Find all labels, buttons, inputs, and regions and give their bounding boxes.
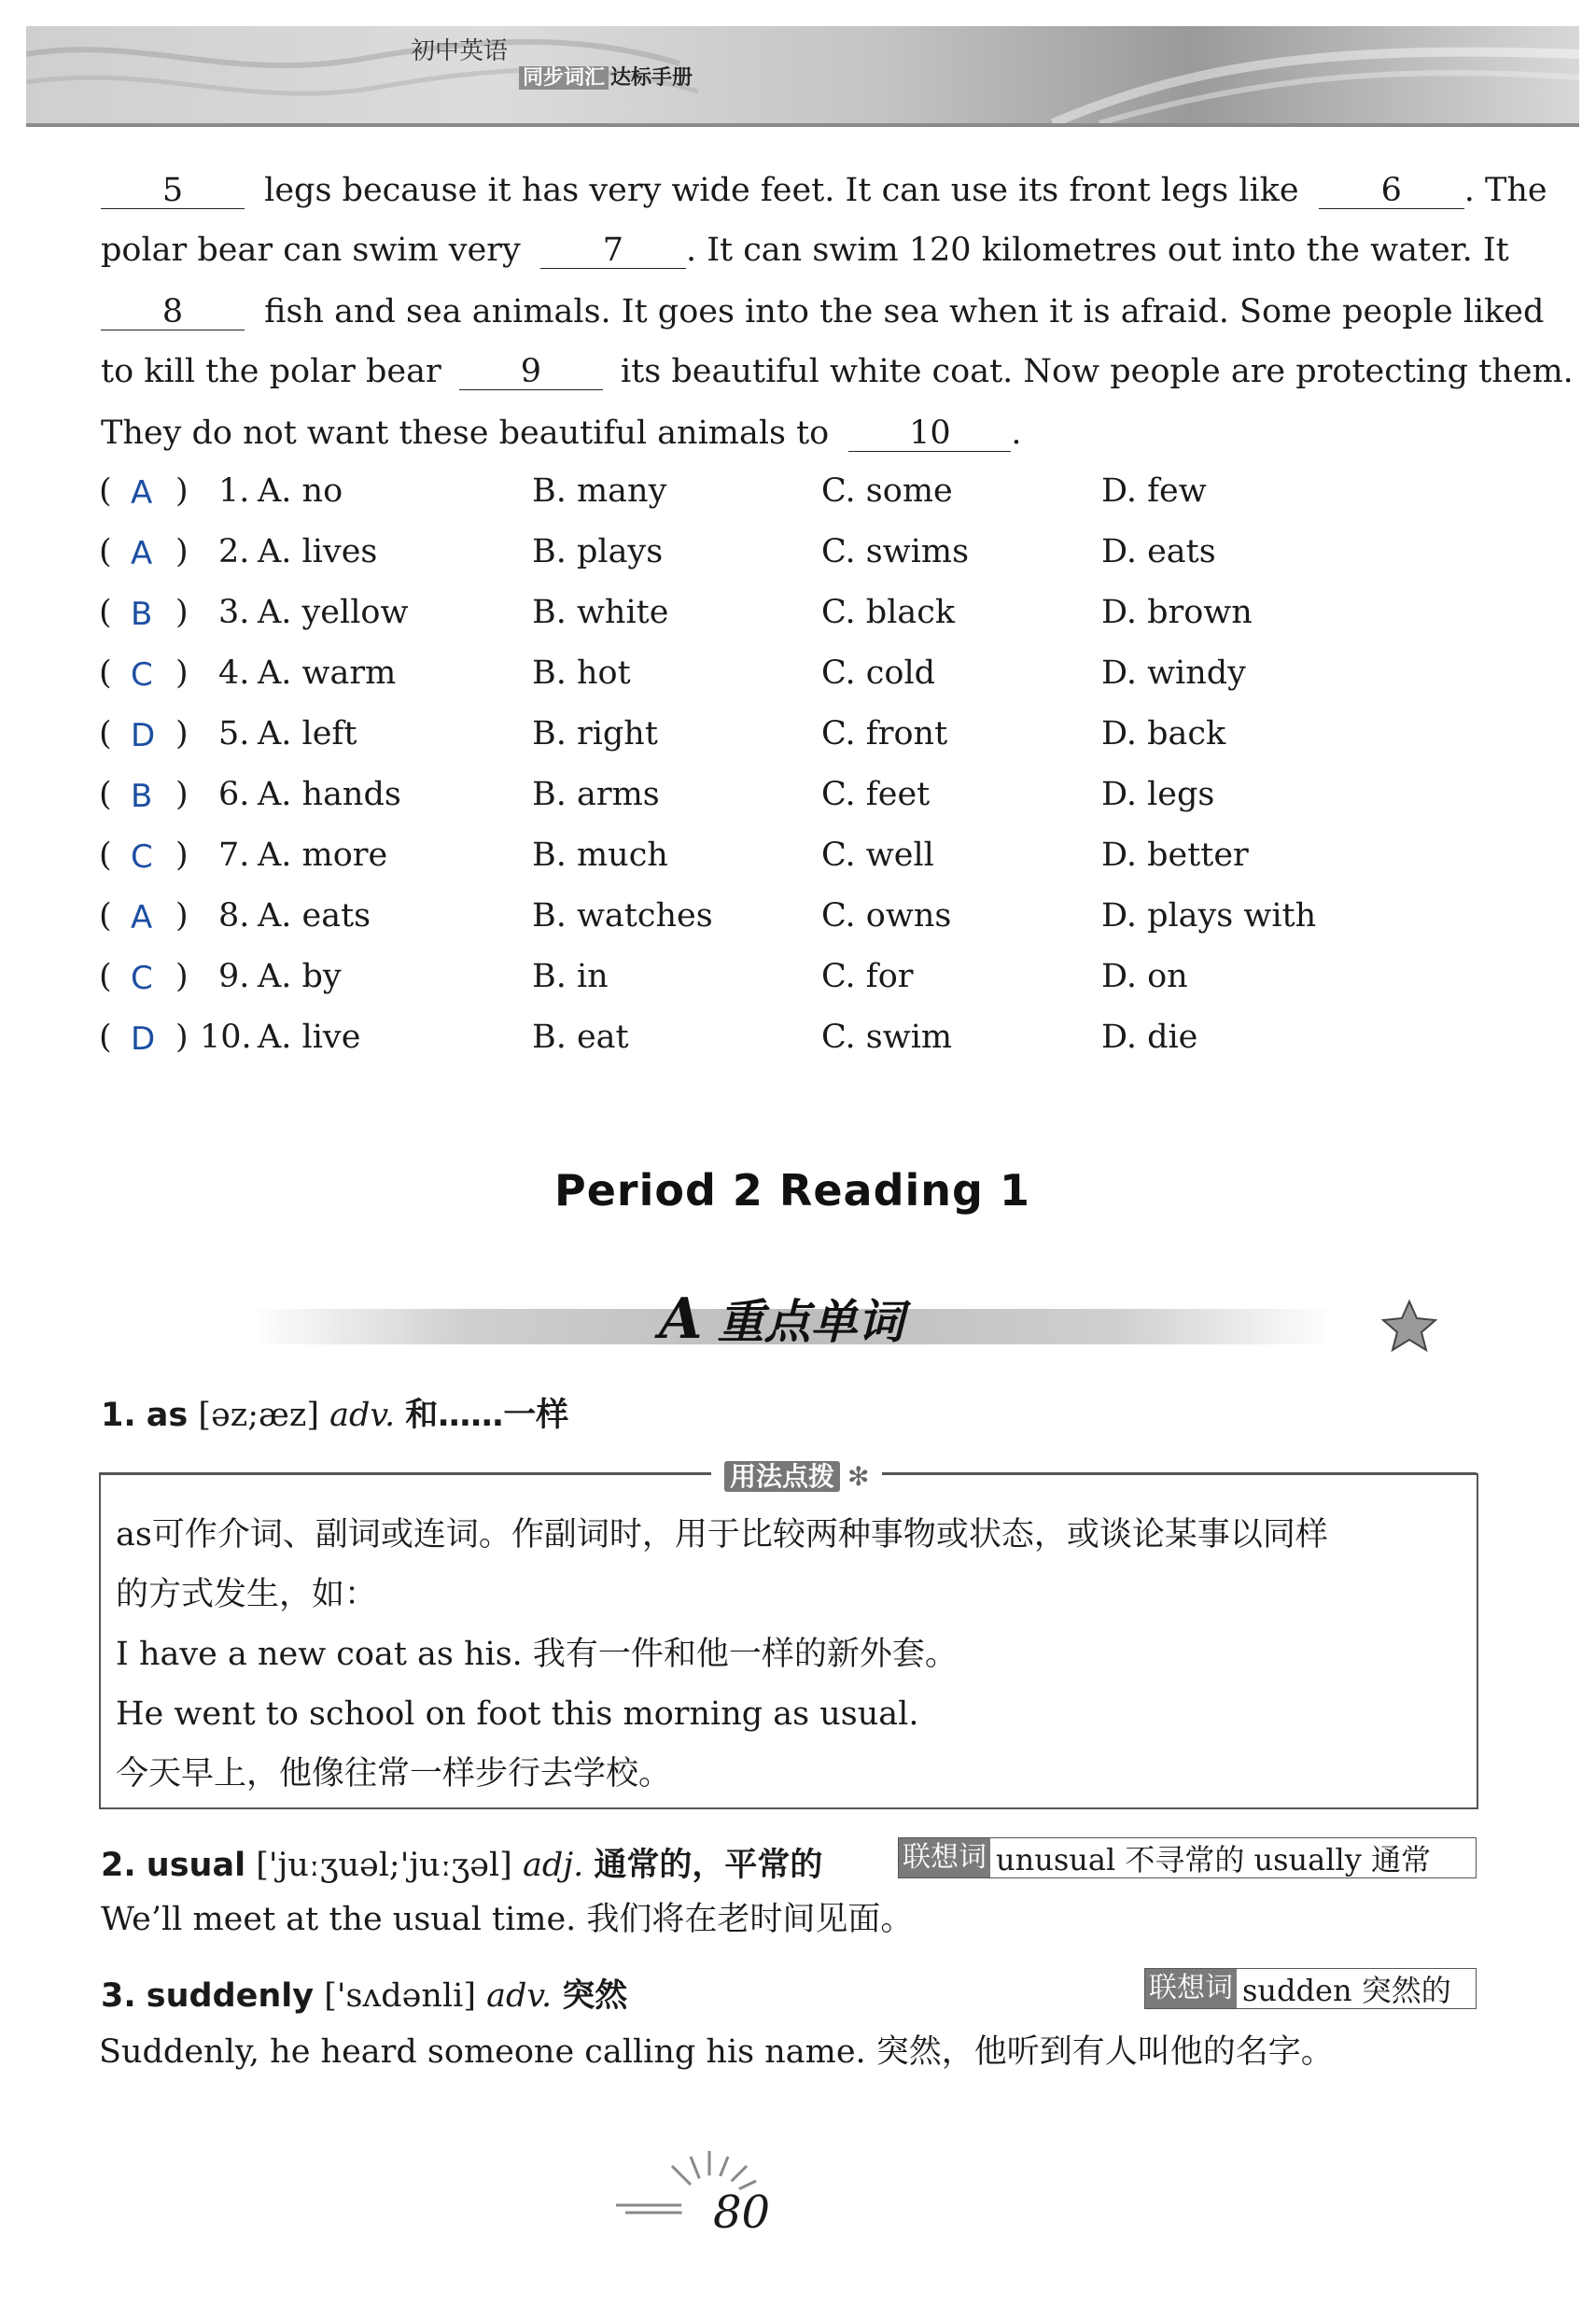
association-label: 联想词 bbox=[899, 1838, 990, 1877]
blank-6: 6 bbox=[1319, 173, 1464, 209]
usage-label bbox=[711, 1456, 882, 1494]
association-box bbox=[898, 1837, 1477, 1878]
option-b: B. in bbox=[532, 958, 609, 995]
passage-text: to kill the polar bear bbox=[101, 353, 441, 390]
question-number: 5. bbox=[218, 715, 250, 752]
answer-letter: B bbox=[131, 596, 153, 633]
option-d: D. legs bbox=[1101, 776, 1215, 813]
question-number: 3. bbox=[218, 594, 250, 631]
header-book-title-highlight: 同步词汇 bbox=[519, 66, 609, 90]
answer-letter: C bbox=[131, 656, 153, 694]
option-b: B. watches bbox=[532, 897, 713, 935]
answer-letter: D bbox=[131, 717, 156, 754]
option-d: D. die bbox=[1101, 1019, 1198, 1056]
answer-paren-open: ( bbox=[99, 837, 112, 874]
option-c: C. feet bbox=[821, 776, 931, 813]
option-d: D. windy bbox=[1101, 654, 1246, 692]
option-b: B. hot bbox=[532, 654, 631, 692]
usage-label-text: 用法点拨 bbox=[724, 1461, 840, 1492]
answer-paren-open: ( bbox=[99, 533, 112, 570]
page-header bbox=[26, 26, 1579, 127]
word-meaning: 和……一样 bbox=[405, 1397, 569, 1434]
word-phonetic: ['juːʒuəl;'juːʒəl] bbox=[256, 1847, 512, 1884]
section-title bbox=[659, 1285, 904, 1352]
word-headword: suddenly bbox=[146, 1977, 315, 2015]
answer-paren-close: ) bbox=[175, 776, 189, 813]
question-number: 7. bbox=[218, 837, 250, 874]
gear-icon: ✻ bbox=[847, 1461, 870, 1492]
passage-line-3 bbox=[101, 291, 1544, 332]
option-d: D. on bbox=[1101, 958, 1188, 995]
header-book-title-rest: 达标手册 bbox=[610, 66, 693, 90]
word-pos: adv. bbox=[329, 1397, 396, 1434]
word-headword: as bbox=[146, 1397, 189, 1434]
word-pos: adj. bbox=[522, 1847, 584, 1884]
option-a: A. lives bbox=[258, 533, 378, 570]
option-d: D. eats bbox=[1101, 533, 1216, 570]
option-a: A. hands bbox=[258, 776, 401, 813]
option-a: A. more bbox=[258, 837, 388, 874]
option-c: C. owns bbox=[821, 897, 952, 935]
answer-paren-open: ( bbox=[99, 654, 112, 692]
passage-line-1 bbox=[101, 170, 1547, 211]
passage-text: . It can swim 120 kilometres out into the water. It bbox=[685, 232, 1509, 269]
example-sentence: We’ll meet at the usual time. 我们将在老时间见面。 bbox=[101, 1901, 914, 1938]
example-sentence: Suddenly, he heard someone calling his name. 突然，他听到有人叫他的名字。 bbox=[99, 2033, 1334, 2071]
blank-8: 8 bbox=[101, 294, 245, 330]
answer-letter: A bbox=[131, 474, 153, 512]
answer-paren-close: ) bbox=[175, 1019, 189, 1056]
word-entry-as bbox=[101, 1389, 568, 1436]
answer-paren-open: ( bbox=[99, 472, 112, 510]
option-a: A. no bbox=[258, 472, 343, 510]
option-d: D. brown bbox=[1101, 594, 1253, 631]
option-c: C. for bbox=[821, 958, 914, 995]
option-c: C. front bbox=[821, 715, 948, 752]
answer-paren-close: ) bbox=[175, 897, 189, 935]
option-a: A. yellow bbox=[258, 594, 409, 631]
answer-letter: A bbox=[131, 535, 153, 572]
answer-paren-open: ( bbox=[99, 776, 112, 813]
passage-text: . The bbox=[1463, 172, 1547, 209]
passage-text: its beautiful white coat. Now people are protecting them. bbox=[621, 353, 1574, 390]
word-headword: usual bbox=[146, 1847, 246, 1884]
answer-paren-open: ( bbox=[99, 897, 112, 935]
header-book-title bbox=[519, 62, 693, 91]
option-b: B. many bbox=[532, 472, 667, 510]
blank-7: 7 bbox=[540, 232, 686, 269]
answer-letter: C bbox=[131, 960, 153, 997]
option-c: C. swims bbox=[821, 533, 970, 570]
answer-paren-close: ) bbox=[175, 654, 189, 692]
option-a: A. warm bbox=[258, 654, 397, 692]
question-number: 8. bbox=[218, 897, 250, 935]
option-a: A. left bbox=[258, 715, 357, 752]
star-icon bbox=[1381, 1300, 1437, 1352]
passage-text: They do not want these beautiful animals to bbox=[101, 415, 830, 452]
usage-line: 的方式发生，如： bbox=[116, 1576, 378, 1613]
passage-line-4 bbox=[101, 351, 1574, 392]
word-number: 3. bbox=[101, 1977, 136, 2015]
passage-text: fish and sea animals. It goes into the sea when it is afraid. Some people liked bbox=[264, 293, 1545, 330]
option-a: A. eats bbox=[258, 897, 371, 935]
word-phonetic: ['sʌdənli] bbox=[324, 1977, 476, 2015]
association-value: sudden 突然的 bbox=[1242, 1973, 1451, 2008]
answer-paren-close: ) bbox=[175, 958, 189, 995]
option-b: B. much bbox=[532, 837, 668, 874]
option-d: D. plays with bbox=[1101, 897, 1317, 935]
passage-text: . bbox=[1011, 415, 1022, 452]
answer-letter: A bbox=[131, 899, 153, 936]
answer-letter: B bbox=[131, 778, 153, 815]
option-b: B. white bbox=[532, 594, 669, 631]
answer-paren-close: ) bbox=[175, 472, 189, 510]
word-pos: adv. bbox=[486, 1977, 553, 2015]
word-entry-suddenly bbox=[101, 1970, 627, 2017]
answer-letter: D bbox=[131, 1020, 156, 1058]
word-phonetic: [əz;æz] bbox=[198, 1397, 319, 1434]
association-value: unusual 不寻常的 usually 通常 bbox=[996, 1842, 1431, 1877]
answer-paren-open: ( bbox=[99, 1019, 112, 1056]
question-number: 1. bbox=[218, 472, 250, 510]
option-d: D. back bbox=[1101, 715, 1226, 752]
usage-line: I have a new coat as his. 我有一件和他一样的新外套。 bbox=[116, 1636, 958, 1673]
answer-paren-open: ( bbox=[99, 958, 112, 995]
option-a: A. by bbox=[258, 958, 342, 995]
page-number: 80 bbox=[713, 2186, 771, 2239]
word-meaning: 通常的，平常的 bbox=[594, 1847, 823, 1884]
question-number: 10. bbox=[200, 1019, 252, 1056]
passage-line-2 bbox=[101, 230, 1509, 271]
word-number: 1. bbox=[101, 1397, 136, 1434]
association-box bbox=[1144, 1968, 1477, 2009]
option-c: C. some bbox=[821, 472, 953, 510]
passage-line-5 bbox=[101, 413, 1022, 454]
option-b: B. plays bbox=[532, 533, 664, 570]
option-c: C. well bbox=[821, 837, 934, 874]
question-number: 4. bbox=[218, 654, 250, 692]
section-title-text: 重点单词 bbox=[717, 1294, 904, 1349]
option-c: C. black bbox=[821, 594, 956, 631]
answer-paren-close: ) bbox=[175, 715, 189, 752]
answer-letter: C bbox=[131, 838, 153, 876]
blank-5: 5 bbox=[101, 173, 245, 209]
answer-paren-open: ( bbox=[99, 715, 112, 752]
option-c: C. swim bbox=[821, 1019, 953, 1056]
word-entry-usual bbox=[101, 1839, 822, 1886]
option-c: C. cold bbox=[821, 654, 936, 692]
usage-line: as可作介词、副词或连词。作副词时，用于比较两种事物或状态，或谈论某事以同样 bbox=[116, 1516, 1328, 1554]
option-b: B. right bbox=[532, 715, 658, 752]
option-b: B. arms bbox=[532, 776, 660, 813]
blank-9: 9 bbox=[459, 354, 603, 390]
usage-content bbox=[116, 1505, 1328, 1804]
answer-paren-close: ) bbox=[175, 837, 189, 874]
answer-paren-close: ) bbox=[175, 533, 189, 570]
question-number: 2. bbox=[218, 533, 250, 570]
section-letter: A bbox=[659, 1287, 703, 1352]
word-meaning: 突然 bbox=[562, 1977, 628, 2015]
question-number: 9. bbox=[218, 958, 250, 995]
option-d: D. few bbox=[1101, 472, 1207, 510]
association-label: 联想词 bbox=[1145, 1969, 1237, 2008]
answer-paren-open: ( bbox=[99, 594, 112, 631]
usage-line: He went to school on foot this morning as usual. bbox=[116, 1695, 919, 1733]
option-b: B. eat bbox=[532, 1019, 629, 1056]
passage-text: polar bear can swim very bbox=[101, 232, 521, 269]
header-wave-decoration bbox=[26, 26, 1579, 123]
header-series-title: 初中英语 bbox=[411, 37, 509, 65]
period-title: Period 2 Reading 1 bbox=[554, 1165, 1030, 1216]
option-a: A. live bbox=[258, 1019, 361, 1056]
word-number: 2. bbox=[101, 1847, 136, 1884]
usage-line: 今天早上，他像往常一样步行去学校。 bbox=[116, 1755, 672, 1793]
blank-10: 10 bbox=[848, 415, 1011, 452]
answer-paren-close: ) bbox=[175, 594, 189, 631]
question-number: 6. bbox=[218, 776, 250, 813]
passage-text: legs because it has very wide feet. It can use its front legs like bbox=[264, 172, 1299, 209]
option-d: D. better bbox=[1101, 837, 1249, 874]
page-number-burst-decoration bbox=[616, 2147, 803, 2259]
